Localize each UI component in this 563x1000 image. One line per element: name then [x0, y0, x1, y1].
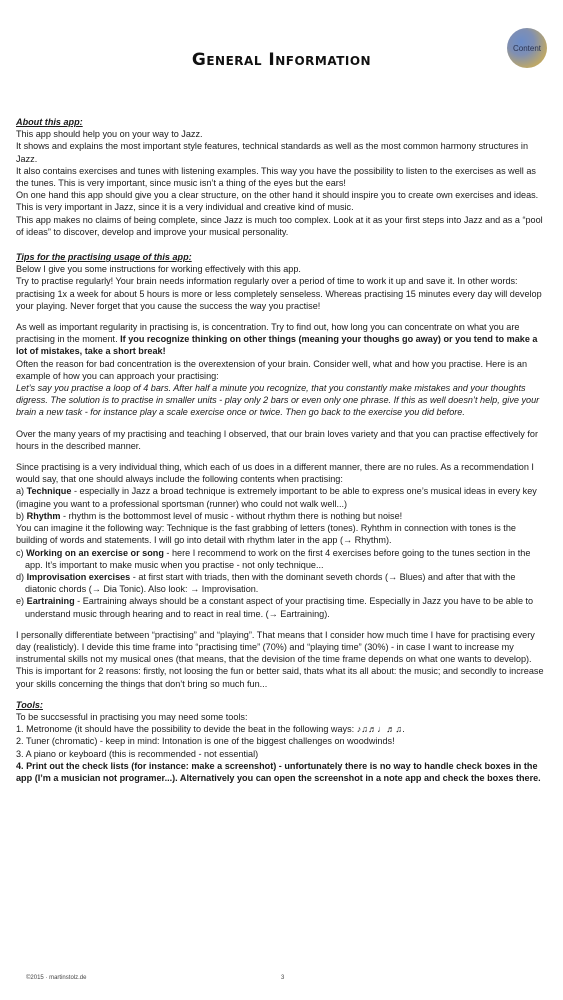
list-item-eartraining — [16, 595, 547, 619]
list-item-exercise — [16, 547, 547, 571]
tips-paragraph: Below I give you some instructions for working effectively with this app. — [16, 264, 301, 275]
document-body — [16, 116, 547, 784]
about-paragraph: This app should help you on your way to Jazz. — [16, 129, 203, 140]
list-item-text: - Eartraining always should be a constant aspect of your practising time. Especially in Jazz you have to be able to understand music through hearing and to react in real time. (→ Eartraining). — [25, 596, 534, 619]
tips-paragraph: Since practising is a very individual thing, which each of us does in a different manner, there are no rules. As a recommendation I would say, that one should always include the following contents when practising: — [16, 462, 534, 485]
tools-intro: To be succsessful in practising you may need some tools: — [16, 711, 248, 722]
tips-paragraph: Try to practise regularly! Your brain needs information regularly over a period of time to work it up and save it. In other words: practising 1x a week for about 5 hours is more or less completely senseless. Whereas practising 15 minutes every day will develop your playing. Never forget that you cause the success the way you practise! — [16, 276, 542, 311]
list-item-improvisation — [16, 571, 547, 595]
tools-item-checklists: 4. Print out the check lists (for instance: make a screenshot) - unfortunately there is no way to handle check boxes in the app (I’m a musician not programer...). Alternatively you can open the screenshot in a note app and check the boxes there. — [16, 760, 541, 783]
list-item-text: - especially in Jazz a broad technique is extremely important to be able to express one’s musical ideas in every key (imagine you want to a professional sportsman (runner) who could not walk well...) — [16, 486, 537, 509]
rhythm-notation-icon: ♪♫♬♩♬♫. — [356, 724, 405, 735]
list-item-text: - rhythm is the bottommost level of music - without rhythm there is nothing but noise! — [60, 510, 403, 521]
tools-item-metronome — [16, 723, 547, 735]
tools-item-text: 1. Metronome (it should have the possibility to devide the beat in the following ways: — [16, 724, 355, 735]
tips-paragraph: Over the many years of my practising and teaching I observed, that our brain loves variety and that you can practise effectively for hours in the described manner. — [16, 428, 538, 451]
list-item-rhythm — [16, 510, 547, 522]
about-paragraph: It shows and explains the most important style features, technical standards as well as the most common harmony structures in Jazz. — [16, 141, 529, 164]
list-item-prefix: b) — [16, 510, 27, 521]
list-item-title: Eartraining — [26, 596, 75, 607]
about-heading: About this app: — [16, 117, 83, 127]
about-paragraph: It also contains exercises and tunes with listening examples. This way you have the possibility to listen to the exercises as well as the tunes. This is very important, since music isn’t a thing of the eyes but the ears! — [16, 165, 536, 189]
concentration-text: As well as important regularity in practising is, is concentration. Try to find out, how long you can concentrate on what you are practising in the moment. — [16, 322, 520, 345]
tips-paragraph: Often the reason for bad concentration is the overextension of your brain. Consider well, what and how you practise. Here is an example of how you can approach your practising: — [16, 358, 528, 381]
list-item-title: Technique — [26, 486, 72, 497]
list-item-text: - at first start with triads, then with the dominant seveth chords (→ Blues) and after that with the diatonic chords (→ Dia Tonic). Also look: → Improvisation. — [25, 571, 516, 595]
footer-copyright: ©2015 · martinstolz.de — [26, 975, 87, 981]
list-item-text: - here I recommend to work on the first 4 exercises before going to the tunes section in the app. It’s important to make music when you practise - not only technique... — [25, 547, 531, 570]
list-item-prefix: c) — [16, 547, 27, 558]
page-title: General Information — [191, 50, 372, 70]
page — [16, 0, 547, 1000]
rhythm-note: You can imagine it the following way: Technique is the fast grabbing of letters (tones). Ryhthm in connection with tones is the building of words and statements. I will go into detail with rhythm later in the app (→ Rhythm). — [16, 523, 516, 546]
list-item-prefix: e) — [16, 596, 27, 607]
list-item-prefix: a) — [16, 486, 27, 497]
list-item-prefix: d) — [16, 571, 27, 582]
tools-item-tuner: 2. Tuner (chromatic) - keep in mind: Intonation is one of the biggest challenges on woodwinds! — [16, 736, 395, 747]
tips-paragraph-concentration — [16, 321, 547, 358]
list-item-title: Rhythm — [26, 510, 61, 521]
content-button[interactable]: Content — [507, 28, 547, 68]
tools-item-piano: 3. A piano or keyboard (this is recommended - not essential) — [16, 748, 259, 759]
about-paragraph: On one hand this app should give you a clear structure, on the other hand it should inspire you to create own exercises and ideas. This is very important in Jazz, since it is a very individual and creative kind of music. — [16, 190, 539, 213]
list-item-title: Working on an exercise or song — [26, 547, 164, 558]
tips-example: Let’s say you practise a loop of 4 bars. After half a minute you recognize, that you constantly make mistakes and your thoughts digress. The solution is to practise in smaller units - play only 2 bars or even only one phrase. If this as well doesn’t help, give your brain a new task - for instance play a scale exercise once or twice. Then go back to the exercise you did before. — [16, 383, 540, 418]
tips-paragraph: I personally differentiate between “practising” and “playing”. That means that I consider how much time I have for practising every day (realisticly). I devide this time frame into “practising time” (70%) and “playing time” (30%) - in case I want to increase my instrumental skills not my musical ones (that means, that the devision of the time frame depends on what one wants to develop). This is important for 2 reasons: firstly, not loosing the fun or better said, thats what its all about: the music; and secondly to increase your skills concerning the things that don’t bring so much fun... — [16, 629, 544, 689]
page-number: 3 — [281, 975, 285, 981]
tools-heading: Tools: — [16, 699, 43, 710]
about-paragraph: This app makes no claims of being complete, since Jazz is much too complex. Look at it as your first steps into Jazz and as a “pool of ideas” to discover, develop and improve your musical personality. — [16, 214, 543, 237]
list-item-technique — [16, 485, 547, 509]
tips-heading: Tips for the practising usage of this app: — [16, 252, 192, 263]
concentration-emphasis: If you recognize thinking on other things (meaning your thoughs go away) or you tend to make a lot of mistakes, take a short break! — [16, 334, 538, 357]
list-item-title: Improvisation exercises — [26, 571, 131, 582]
